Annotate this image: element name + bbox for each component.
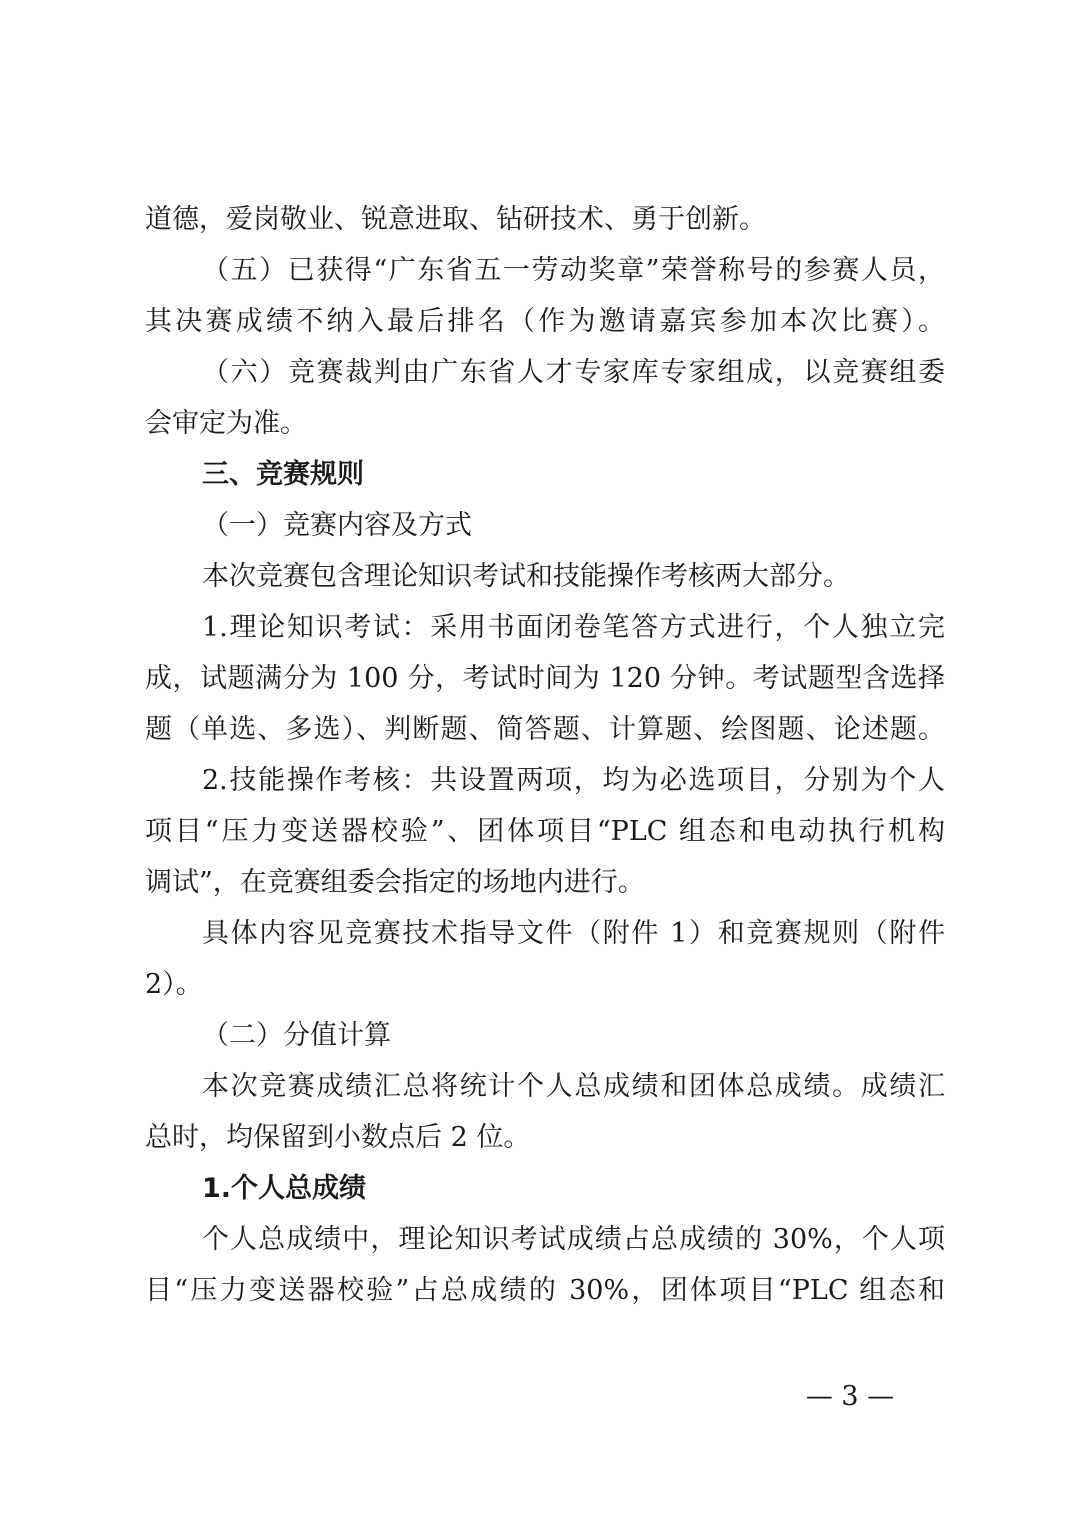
text-line: （六）竞赛裁判由广东省人才专家库专家组成，以竞赛组委: [202, 357, 945, 388]
text-line: 2）。: [145, 969, 203, 1000]
text-line: 2.技能操作考核：共设置两项，均为必选项目，分别为个人: [202, 765, 945, 796]
subsection-heading: （一）竞赛内容及方式: [202, 510, 472, 541]
text-line: 个人总成绩中，理论知识考试成绩占总成绩的 30%，个人项: [202, 1224, 945, 1255]
text-line: 项目“压力变送器校验”、团体项目“PLC 组态和电动执行机构: [145, 816, 945, 847]
text-line: 1.理论知识考试：采用书面闭卷笔答方式进行，个人独立完: [202, 612, 945, 643]
text-line: 具体内容见竞赛技术指导文件（附件 1）和竞赛规则（附件: [202, 918, 945, 949]
section-heading: 三、竞赛规则: [202, 459, 364, 490]
text-line: 题（单选、多选）、判断题、简答题、计算题、绘图题、论述题。: [145, 714, 945, 745]
text-line: 道德，爱岗敬业、锐意进取、钻研技术、勇于创新。: [145, 204, 766, 235]
item-heading: 1.个人总成绩: [202, 1173, 367, 1204]
text-line: 会审定为准。: [145, 408, 307, 439]
text-line: 调试”，在竞赛组委会指定的场地内进行。: [145, 867, 645, 898]
page-number: — 3 —: [805, 1381, 895, 1412]
text-line: 成，试题满分为 100 分，考试时间为 120 分钟。考试题型含选择: [145, 663, 945, 694]
subsection-heading: （二）分值计算: [202, 1020, 391, 1051]
text-line: 目“压力变送器校验”占总成绩的 30%，团体项目“PLC 组态和: [145, 1275, 945, 1306]
text-line: 其决赛成绩不纳入最后排名（作为邀请嘉宾参加本次比赛）。: [145, 306, 945, 337]
text-line: 本次竞赛成绩汇总将统计个人总成绩和团体总成绩。成绩汇: [202, 1071, 945, 1102]
text-line: 本次竞赛包含理论知识考试和技能操作考核两大部分。: [202, 561, 850, 592]
text-line: （五）已获得“广东省五一劳动奖章”荣誉称号的参赛人员，: [202, 255, 945, 286]
text-line: 总时，均保留到小数点后 2 位。: [145, 1122, 531, 1153]
